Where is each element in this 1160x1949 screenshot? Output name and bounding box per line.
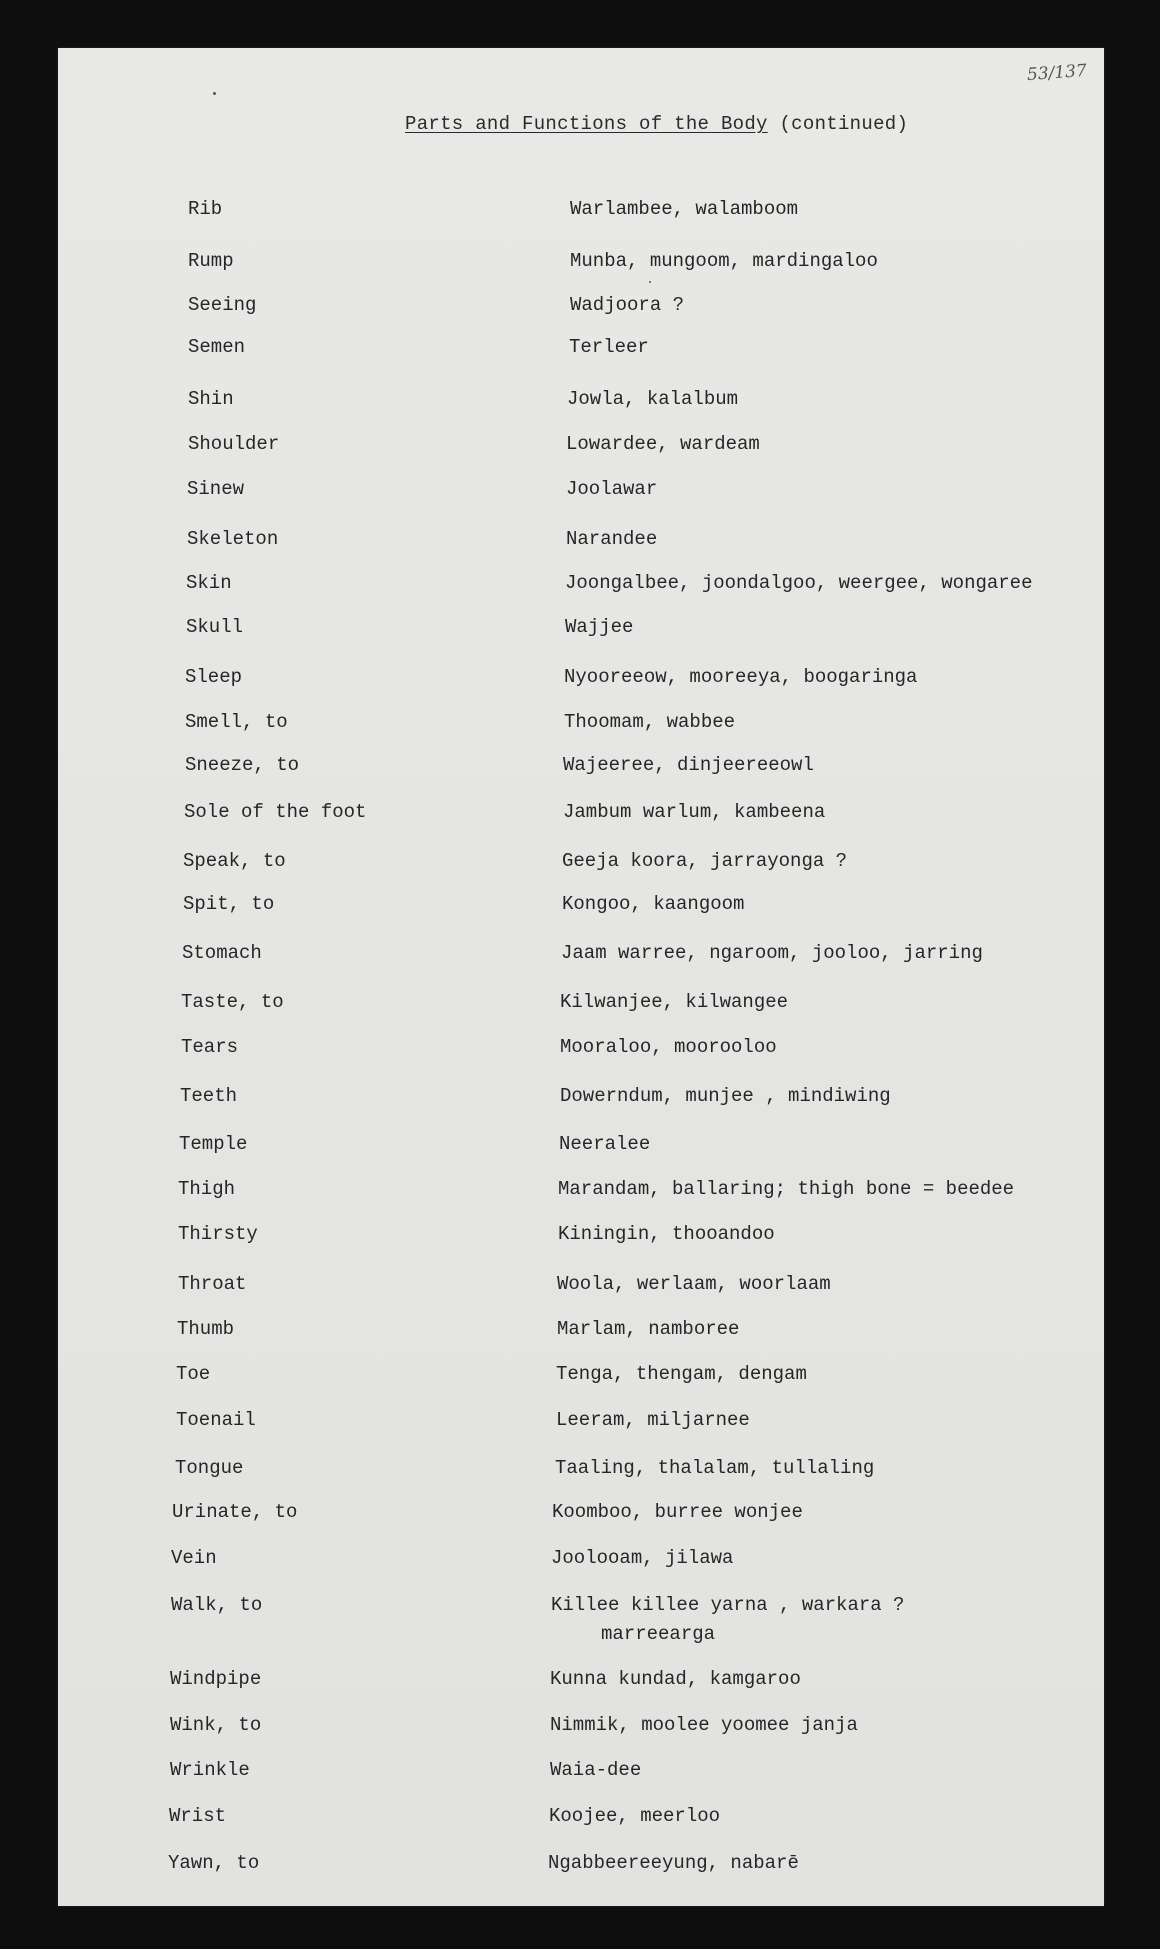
entry-term: Thigh xyxy=(178,1178,236,1200)
entry-definition: Killee killee yarna , warkara ? xyxy=(551,1594,905,1616)
entry-definition: Taaling, thalalam, tullaling xyxy=(555,1457,875,1479)
entry-definition: Kunna kundad, kamgaroo xyxy=(550,1668,801,1690)
entry-term: Skin xyxy=(186,572,232,594)
entry-term: Toe xyxy=(176,1363,211,1385)
entry-term: Shoulder xyxy=(188,433,280,455)
entry-definition: Joongalbee, joondalgoo, weergee, wongaree xyxy=(565,572,1033,594)
entry-definition: Tenga, thengam, dengam xyxy=(556,1363,807,1385)
paper-speck xyxy=(649,281,651,283)
entry-definition: Narandee xyxy=(566,528,658,550)
entry-definition: Waia-dee xyxy=(550,1759,642,1781)
entry-term: Vein xyxy=(171,1547,217,1569)
entry-definition: Jowla, kalalbum xyxy=(567,388,739,410)
entry-term: Sole of the foot xyxy=(184,801,367,823)
entry-definition: Wajjee xyxy=(565,616,634,638)
entry-term: Seeing xyxy=(188,294,257,316)
entry-term: Toenail xyxy=(176,1409,256,1431)
entry-term: Wink, to xyxy=(170,1714,262,1736)
entry-term: Walk, to xyxy=(171,1594,263,1616)
entry-definition: Wajeeree, dinjeereeowl xyxy=(563,754,814,776)
entry-term: Smell, to xyxy=(185,711,288,733)
entry-term: Stomach xyxy=(182,942,262,964)
entry-definition: Joolawar xyxy=(566,478,658,500)
entry-definition: Mooraloo, moorooloo xyxy=(560,1036,777,1058)
entry-term: Tears xyxy=(181,1036,239,1058)
entry-definition: Kongoo, kaangoom xyxy=(562,893,745,915)
entry-term: Thumb xyxy=(177,1318,235,1340)
entry-term: Teeth xyxy=(180,1085,238,1107)
entry-definition: Kilwanjee, kilwangee xyxy=(560,991,789,1013)
entry-term: Spit, to xyxy=(183,893,275,915)
entry-definition: Jambum warlum, kambeena xyxy=(563,801,826,823)
entry-term: Urinate, to xyxy=(172,1501,298,1523)
page-heading xyxy=(405,113,908,135)
entry-term: Wrinkle xyxy=(170,1759,250,1781)
entry-definition: Dowerndum, munjee , mindiwing xyxy=(560,1085,891,1107)
entry-term: Sleep xyxy=(185,666,243,688)
entry-definition: Nimmik, moolee yoomee janja xyxy=(550,1714,858,1736)
entry-definition: Wadjoora ? xyxy=(570,294,685,316)
heading-suffix: (continued) xyxy=(779,113,909,135)
entry-definition: Neeralee xyxy=(559,1133,651,1155)
entry-term: Rump xyxy=(188,250,234,272)
entry-definition-continued: marreearga xyxy=(601,1623,716,1645)
entry-definition: Koomboo, burree wonjee xyxy=(552,1501,803,1523)
entry-definition: Nyooreeow, mooreeya, boogaringa xyxy=(564,666,918,688)
document-page xyxy=(58,48,1104,1906)
entry-term: Windpipe xyxy=(170,1668,262,1690)
entry-term: Shin xyxy=(188,388,234,410)
entry-definition: Joolooam, jilawa xyxy=(551,1547,734,1569)
paper-speck xyxy=(213,92,216,95)
entry-definition: Thoomam, wabbee xyxy=(564,711,736,733)
entry-term: Yawn, to xyxy=(168,1852,260,1874)
entry-term: Rib xyxy=(188,198,223,220)
entry-term: Thirsty xyxy=(178,1223,258,1245)
entry-definition: Marandam, ballaring; thigh bone = beedee xyxy=(558,1178,1015,1200)
entry-definition: Ngabbeereeyung, nabarē xyxy=(548,1852,799,1874)
entry-definition: Marlam, namboree xyxy=(557,1318,740,1340)
page-number: 53/137 xyxy=(1026,60,1088,86)
entry-definition: Geeja koora, jarrayonga ? xyxy=(562,850,848,872)
entry-term: Tongue xyxy=(175,1457,244,1479)
entry-definition: Lowardee, wardeam xyxy=(566,433,760,455)
entry-definition: Leeram, miljarnee xyxy=(556,1409,750,1431)
entry-term: Throat xyxy=(178,1273,247,1295)
heading-title: Parts and Functions of the Body xyxy=(405,113,768,135)
entry-term: Skeleton xyxy=(187,528,279,550)
entry-term: Skull xyxy=(186,616,244,638)
entry-term: Wrist xyxy=(169,1805,227,1827)
entry-definition: Munba, mungoom, mardingaloo xyxy=(570,250,878,272)
entry-term: Semen xyxy=(188,336,246,358)
entry-term: Temple xyxy=(179,1133,248,1155)
entry-definition: Woola, werlaam, woorlaam xyxy=(557,1273,831,1295)
entry-definition: Jaam warree, ngaroom, jooloo, jarring xyxy=(561,942,983,964)
entry-definition: Terleer xyxy=(569,336,649,358)
entry-term: Sinew xyxy=(187,478,245,500)
entry-term: Taste, to xyxy=(181,991,284,1013)
entry-definition: Koojee, meerloo xyxy=(549,1805,721,1827)
entry-definition: Warlambee, walamboom xyxy=(570,198,799,220)
entry-term: Speak, to xyxy=(183,850,286,872)
entry-term: Sneeze, to xyxy=(185,754,300,776)
entry-definition: Kiningin, thooandoo xyxy=(558,1223,775,1245)
